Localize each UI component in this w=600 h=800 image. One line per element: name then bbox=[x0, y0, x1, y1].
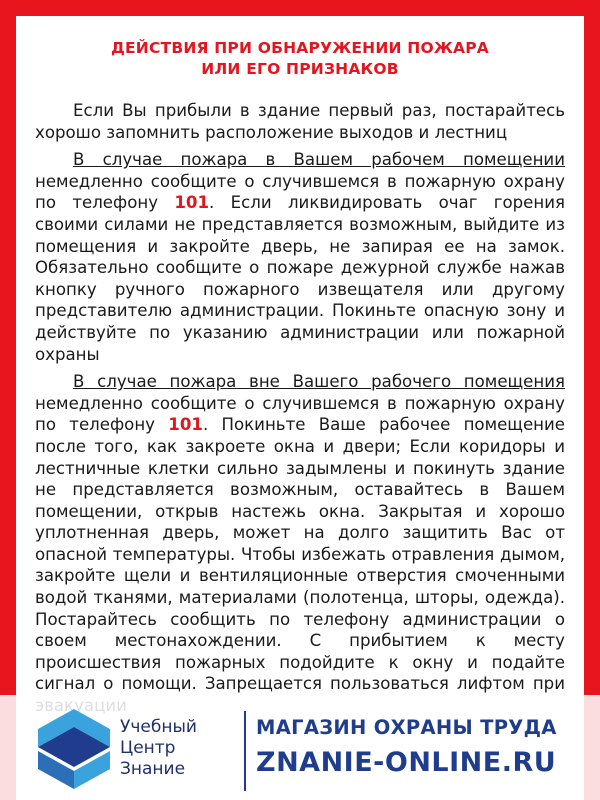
paragraph-text: . Если ликвидировать очаг горения своими силами не представляется возможным, выйдите из помещения и закройте дверь, не запирая ее на замок. Обязательно сообщите о пожаре дежурной службе нажав кнопку ручного пожарного извещателя или другому представителю администрации. Покиньте опасную зону и действуйте по указанию администрации или пожарной охраны bbox=[35, 193, 565, 364]
logo-icon bbox=[36, 707, 112, 791]
shop-name: МАГАЗИН ОХРАНЫ ТРУДА bbox=[256, 716, 557, 739]
banner-divider bbox=[244, 711, 246, 791]
paragraph-text: немедленно сообщите о случившемся в пожарную охрану по телефону bbox=[35, 393, 565, 435]
logo-text bbox=[120, 717, 197, 780]
poster-content bbox=[35, 38, 565, 717]
paragraph-text: . Покиньте Ваше рабочее помещение после того, как закроете окна и двери; Если коридоры и лестничные клетки сильно задымлены и покинуть здание не представляется возможным, оставайтесь в Вашем помещении, открыв настежь окна. Закрытая и хорошо уплотненная дверь, может на долго защитить Вас от опасной температуры. Чтобы избежать отравления дымом, закройте щели и вентиляционные отверстия смоченными водой тканями, материалами (полотенца, шторы, одежда). Постарайтесь сообщить по телефону администрации о своем местонахождении. С прибытием к месту происшествия пожарных подойдите к окну и подайте сигнал о помощи. Запрещается пользоваться лифтом при bbox=[35, 415, 565, 694]
website-link[interactable]: ZNANIE-ONLINE.RU bbox=[256, 747, 557, 778]
poster-title bbox=[35, 38, 565, 80]
paragraph-fire-in-room bbox=[35, 149, 565, 365]
title-line-2: ИЛИ ЕГО ПРИЗНАКОВ bbox=[201, 60, 399, 78]
paragraph-text: немедленно сообщите о случившемся в пожарную охрану по телефону bbox=[35, 171, 565, 213]
phone-number: 101 bbox=[168, 415, 203, 435]
title-line-1: ДЕЙСТВИЯ ПРИ ОБНАРУЖЕНИИ ПОЖАРА bbox=[111, 39, 489, 57]
phone-number: 101 bbox=[174, 193, 210, 213]
paragraph-heading-outside-room: В случае пожара вне Вашего рабочего помещения bbox=[73, 372, 565, 392]
paragraph-first-visit: Если Вы прибыли в здание первый раз, постарайтесь хорошо запомнить расположение выходов и лестниц bbox=[35, 101, 565, 142]
watermark-banner bbox=[0, 695, 600, 800]
logo-line-2: Центр bbox=[120, 738, 176, 758]
logo-line-3: Знание bbox=[120, 759, 186, 779]
paragraph-fire-outside-room bbox=[35, 371, 565, 717]
paragraph-heading-in-room: В случае пожара в Вашем рабочем помещении bbox=[73, 150, 565, 170]
logo-line-1: Учебный bbox=[120, 717, 197, 737]
